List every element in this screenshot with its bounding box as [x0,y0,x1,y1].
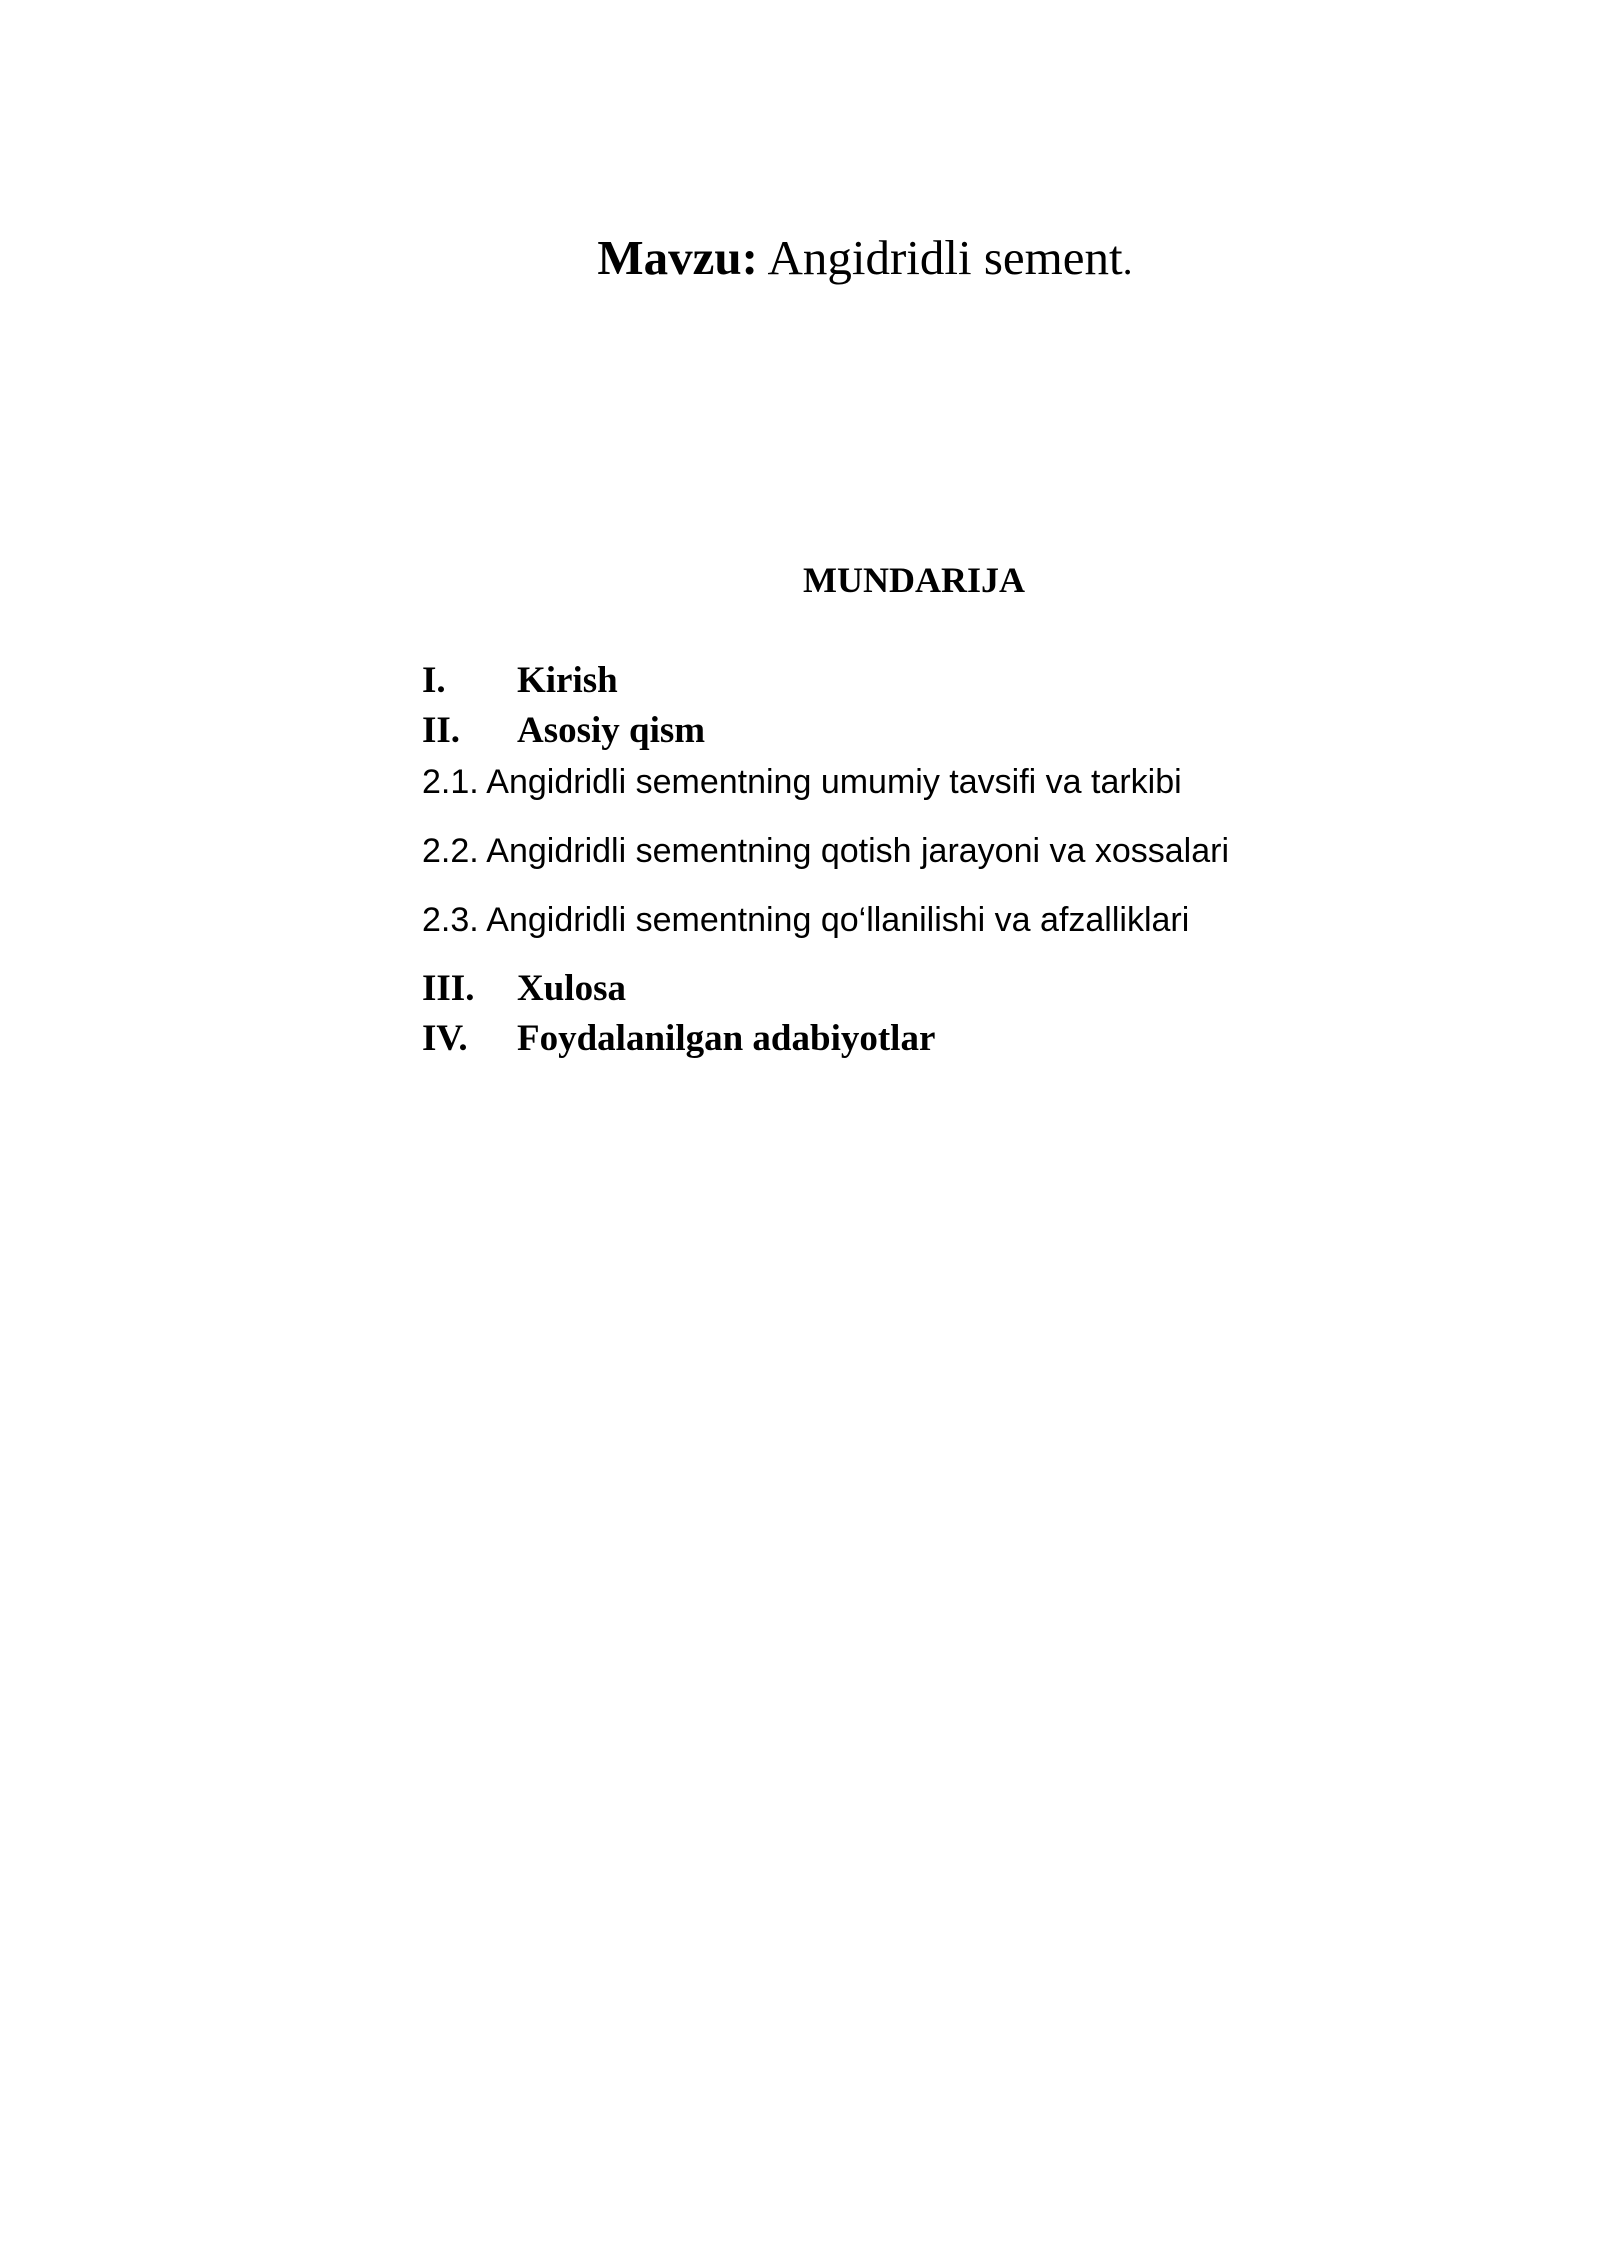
toc-item-text: Foydalanilgan adabiyotlar [517,1018,936,1059]
toc-subitem-text: Angidridli sementning umumiy tavsifi va tarkibi [486,763,1182,801]
toc-subitem-number: 2.1. [422,763,479,801]
toc-item-number: I. [422,660,446,701]
title-label: Mavzu: [597,230,758,285]
toc-subitem [422,829,1229,873]
toc-item-number: IV. [422,1018,468,1059]
toc-item [422,1016,935,1062]
toc-subitem-text: Angidridli sementning qotish jarayoni va xossalari [486,832,1230,870]
toc-subitem [422,760,1182,804]
toc-item-text: Asosiy qism [517,710,706,751]
toc-item-number: III. [422,968,475,1009]
title-text: Angidridli sement [767,230,1123,285]
toc-heading: MUNDARIJA [803,560,1025,600]
toc-item-number: II. [422,710,461,751]
toc-item-text: Xulosa [517,968,626,1009]
toc-item [422,658,618,704]
toc-item [422,708,705,754]
toc-item [422,966,626,1012]
toc-item-text: Kirish [517,660,618,701]
document-title [0,228,1600,291]
toc-subitem-text: Angidridli sementning qo‘llanilishi va afzalliklari [486,901,1190,939]
toc-subitem [422,898,1189,942]
toc-subitem-number: 2.2. [422,832,479,870]
toc-subitem-number: 2.3. [422,901,479,939]
title-period: . [1122,238,1133,283]
